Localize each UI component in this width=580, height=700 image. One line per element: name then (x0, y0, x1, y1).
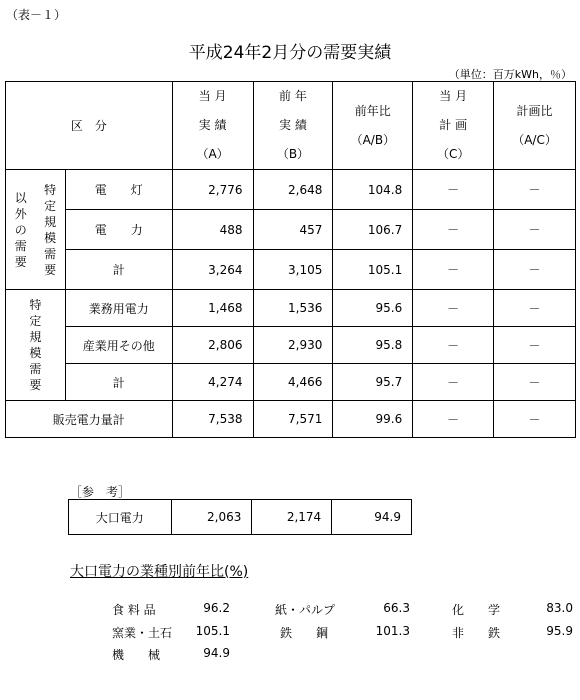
row-a: 1,468 (172, 290, 253, 327)
row-b: 2,930 (253, 327, 333, 364)
industry-name: 機 械 (112, 648, 161, 662)
reference-row-ratio: 94.9 (332, 500, 412, 535)
group1-sublabel: 特 定 規 模 需 要 (35, 170, 65, 290)
row-b: 2,648 (253, 170, 333, 210)
industry-value: 96.2 (203, 601, 230, 615)
group1-label: 以 外 の 需 要 (6, 170, 36, 290)
row-ac: － (494, 250, 576, 290)
row-c: － (413, 327, 494, 364)
row-c: － (413, 210, 494, 250)
industry-value: 94.9 (203, 646, 230, 660)
header-current-month-actual: 当 月 実 績 （A） (172, 82, 253, 170)
row-c: － (413, 401, 494, 438)
industry-section-title: 大口電力の業種別前年比(%) (70, 564, 249, 580)
row-ratio: 95.7 (333, 364, 413, 401)
row-ratio: 95.8 (333, 327, 413, 364)
row-label: 業務用電力 (65, 290, 172, 327)
reference-row-a: 2,063 (171, 500, 252, 535)
demand-results-table (5, 81, 576, 438)
row-ac: － (494, 401, 576, 438)
industry-name: 化 学 (452, 603, 501, 617)
reference-table (68, 499, 412, 535)
reference-row-label: 大口電力 (69, 500, 172, 535)
header-kubun: 区 分 (6, 82, 173, 170)
industry-name: 非 鉄 (452, 626, 501, 640)
row-c: － (413, 290, 494, 327)
row-ac: － (494, 290, 576, 327)
row-b: 7,571 (253, 401, 333, 438)
reference-label: ［参 考］ (70, 485, 131, 499)
row-a: 4,274 (172, 364, 253, 401)
unit-note: （単位：百万kWh，％） (448, 68, 572, 81)
industry-value: 101.3 (375, 624, 410, 638)
industry-value: 95.9 (546, 624, 573, 638)
row-c: － (413, 170, 494, 210)
row-a: 488 (172, 210, 253, 250)
row-label: 電 灯 (65, 170, 172, 210)
industry-name: 鉄 鋼 (280, 626, 329, 640)
row-label: 計 (65, 250, 172, 290)
row-label-total: 販売電力量計 (6, 401, 173, 438)
industry-name: 窯業・土石 (112, 626, 173, 640)
row-ratio: 104.8 (333, 170, 413, 210)
group2-label: 特 定 規 模 需 要 (6, 290, 66, 401)
row-b: 3,105 (253, 250, 333, 290)
header-plan-ratio: 計画比 （A/C） (494, 82, 576, 170)
header-current-month-plan: 当 月 計 画 （C） (413, 82, 494, 170)
page-title: 平成24年2月分の需要実績 (188, 43, 392, 63)
row-ac: － (494, 327, 576, 364)
reference-row-b: 2,174 (252, 500, 332, 535)
row-b: 4,466 (253, 364, 333, 401)
row-ratio: 99.6 (333, 401, 413, 438)
row-ratio: 105.1 (333, 250, 413, 290)
row-a: 2,776 (172, 170, 253, 210)
row-ratio: 95.6 (333, 290, 413, 327)
row-ratio: 106.7 (333, 210, 413, 250)
row-ac: － (494, 210, 576, 250)
row-a: 3,264 (172, 250, 253, 290)
row-a: 2,806 (172, 327, 253, 364)
row-b: 457 (253, 210, 333, 250)
header-yoy-ratio: 前年比 （A/B） (333, 82, 413, 170)
row-label: 電 力 (65, 210, 172, 250)
row-label: 産業用その他 (65, 327, 172, 364)
row-a: 7,538 (172, 401, 253, 438)
row-ac: － (494, 170, 576, 210)
row-c: － (413, 364, 494, 401)
row-c: － (413, 250, 494, 290)
industry-value: 105.1 (195, 624, 230, 638)
row-b: 1,536 (253, 290, 333, 327)
header-previous-year-actual: 前 年 実 績 （B） (253, 82, 333, 170)
industry-value: 83.0 (546, 601, 573, 615)
row-label: 計 (65, 364, 172, 401)
industry-value: 66.3 (383, 601, 410, 615)
industry-name: 紙・パルプ (275, 603, 336, 617)
table-number-label: （表－１） (6, 8, 67, 22)
industry-name: 食 料 品 (112, 603, 156, 617)
row-ac: － (494, 364, 576, 401)
